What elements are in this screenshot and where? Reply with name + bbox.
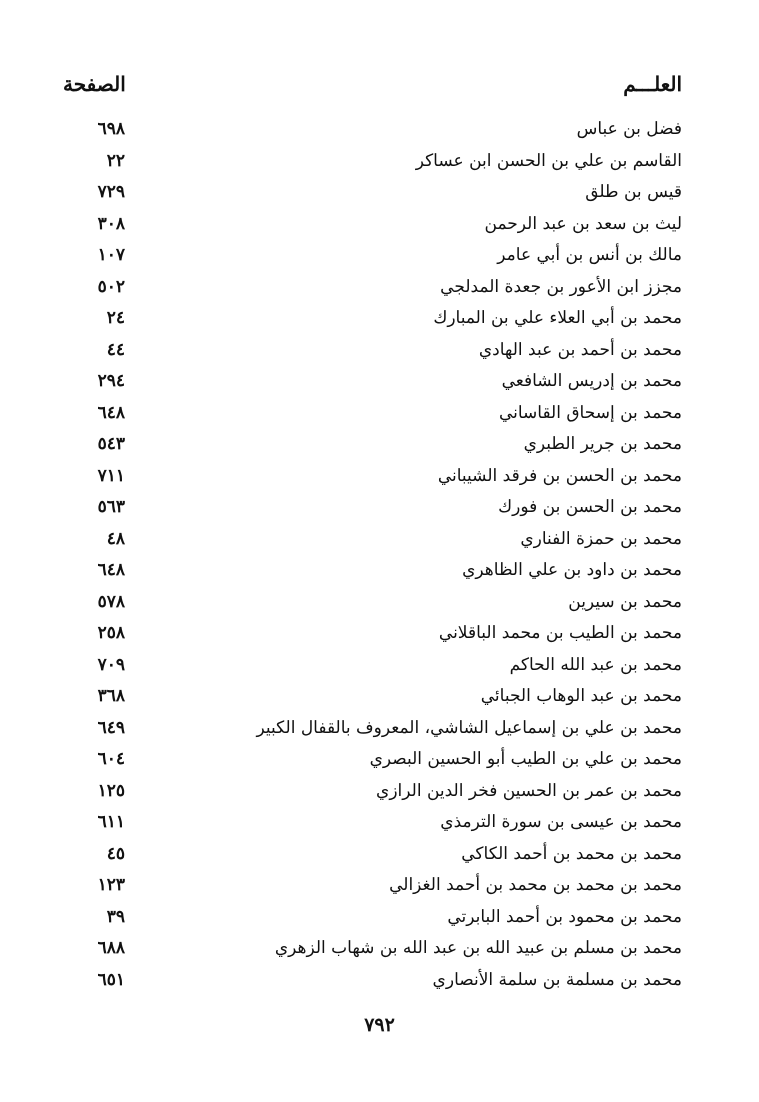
entry-name: محمد بن عيسى بن سورة الترمذي	[440, 812, 682, 832]
entry-name: محمد بن إسحاق القاساني	[498, 402, 682, 423]
entry-page-number: ٢٢	[106, 150, 125, 171]
entry-name: محمد بن عمر بن الحسين فخر الدين الرازي	[376, 780, 682, 801]
index-entry	[0, 429, 759, 461]
entry-page-number: ٦٤٨	[97, 560, 125, 580]
entry-page-number: ٧١١	[97, 465, 125, 486]
page-number: ٧٩٢	[364, 1014, 395, 1036]
entry-page-number: ٣٩	[106, 906, 125, 927]
entry-page-number: ٢٩٤	[97, 371, 125, 391]
entry-name: محمد بن محمود بن أحمد البابرتي	[447, 906, 682, 927]
entry-name: محمد بن علي بن إسماعيل الشاشي، المعروف بالقفال الكبير	[256, 717, 682, 738]
entry-name: مالك بن أنس بن أبي عامر	[497, 245, 682, 265]
entry-name: محمد بن الطيب بن محمد الباقلاني	[438, 623, 682, 643]
entry-name: محمد بن محمد بن محمد بن أحمد الغزالي	[389, 875, 682, 895]
index-entry	[0, 965, 759, 997]
index-entry	[0, 272, 759, 304]
index-entry	[0, 713, 759, 745]
entry-page-number: ٤٤	[106, 339, 125, 360]
index-entry	[0, 839, 759, 871]
column-header-name: العلـــم	[623, 72, 682, 96]
column-header-page: الصفحة	[63, 72, 126, 96]
index-entry	[0, 555, 759, 587]
index-entry	[0, 902, 759, 934]
entry-name: القاسم بن علي بن الحسن ابن عساكر	[415, 150, 682, 171]
index-entry	[0, 146, 759, 178]
entry-page-number: ٣٦٨	[97, 686, 125, 706]
index-entry	[0, 744, 759, 776]
index-entry	[0, 461, 759, 493]
entry-name: محمد بن أبي العلاء علي بن المبارك	[433, 308, 682, 328]
entry-page-number: ٧٢٩	[97, 182, 125, 202]
entry-name: محمد بن عبد الله الحاكم	[509, 654, 682, 675]
index-entry	[0, 870, 759, 902]
entry-name: فضل بن عباس	[576, 119, 682, 139]
entry-page-number: ٦٥١	[97, 969, 125, 990]
index-entry	[0, 587, 759, 619]
index-entry	[0, 618, 759, 650]
entry-name: محمد بن مسلمة بن سلمة الأنصاري	[432, 969, 682, 990]
index-entry	[0, 776, 759, 808]
index-entry	[0, 303, 759, 335]
index-entry	[0, 807, 759, 839]
index-entry	[0, 177, 759, 209]
entry-name: محمد بن الحسن بن فورك	[498, 497, 682, 517]
entry-name: مجزز ابن الأعور بن جعدة المدلجي	[440, 276, 682, 297]
index-entry	[0, 933, 759, 965]
entry-page-number: ٦٤٩	[97, 717, 125, 738]
entry-page-number: ٦٩٨	[97, 119, 125, 139]
entry-name: محمد بن الحسن بن فرقد الشيباني	[437, 465, 682, 486]
entry-page-number: ٤٨	[106, 528, 125, 549]
entry-page-number: ٢٤	[106, 308, 125, 328]
entry-page-number: ٦٠٤	[97, 749, 125, 769]
entry-page-number: ٦٤٨	[97, 402, 125, 423]
entry-name: محمد بن حمزة الفناري	[520, 528, 682, 549]
entry-name: ليث بن سعد بن عبد الرحمن	[484, 213, 682, 234]
entry-page-number: ٥٧٨	[97, 591, 125, 612]
entry-page-number: ٢٥٨	[97, 623, 125, 643]
entry-name: قيس بن طلق	[585, 182, 682, 202]
index-entry	[0, 335, 759, 367]
entry-page-number: ٥٠٢	[97, 276, 125, 297]
entry-name: محمد بن محمد بن أحمد الكاكي	[461, 843, 682, 864]
index-entry	[0, 366, 759, 398]
entry-page-number: ١٠٧	[97, 245, 125, 265]
entry-name: محمد بن عبد الوهاب الجبائي	[480, 686, 682, 706]
entry-page-number: ٤٥	[106, 843, 125, 864]
entry-name: محمد بن علي بن الطيب أبو الحسين البصري	[369, 749, 682, 769]
index-entry	[0, 114, 759, 146]
entry-page-number: ٧٠٩	[97, 654, 125, 675]
entry-page-number: ١٢٣	[97, 875, 125, 895]
index-entry	[0, 209, 759, 241]
entry-page-number: ٥٤٣	[97, 434, 125, 454]
index-entry	[0, 524, 759, 556]
entry-page-number: ٦١١	[97, 812, 125, 832]
entry-name: محمد بن مسلم بن عبيد الله بن عبد الله بن شهاب الزهري	[274, 938, 682, 958]
index-entry	[0, 398, 759, 430]
index-entry	[0, 492, 759, 524]
entry-page-number: ٣٠٨	[97, 213, 125, 234]
index-entry	[0, 681, 759, 713]
entry-page-number: ٥٦٣	[97, 497, 125, 517]
index-list	[0, 114, 759, 996]
index-entry	[0, 650, 759, 682]
entry-page-number: ١٢٥	[97, 780, 125, 801]
entry-name: محمد بن أحمد بن عبد الهادي	[478, 339, 682, 360]
entry-name: محمد بن إدريس الشافعي	[501, 371, 682, 391]
entry-name: محمد بن سيرين	[568, 591, 682, 612]
entry-name: محمد بن جرير الطبري	[523, 434, 682, 454]
index-entry	[0, 240, 759, 272]
entry-page-number: ٦٨٨	[97, 938, 125, 958]
entry-name: محمد بن داود بن علي الظاهري	[462, 560, 682, 580]
